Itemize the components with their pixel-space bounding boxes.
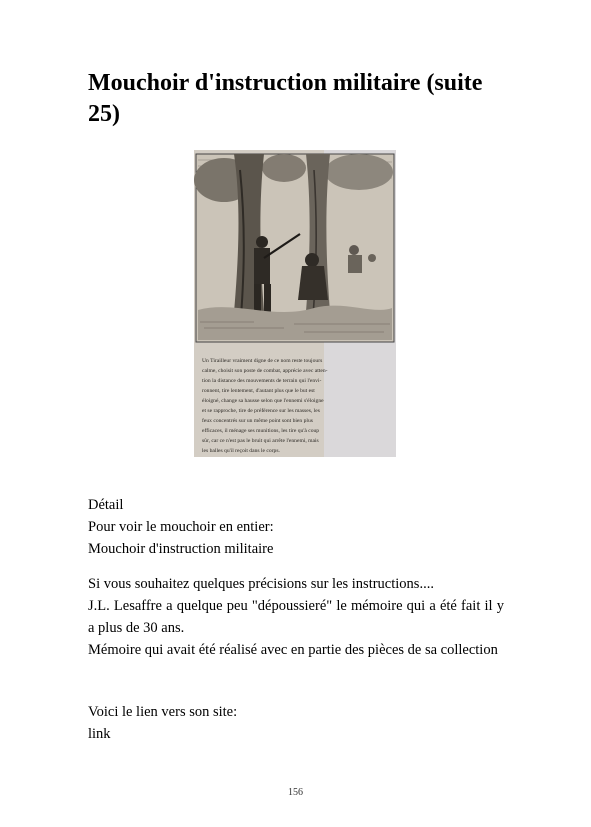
caption-line: et se rapproche, tire de préférence sur les masses, les	[202, 408, 320, 414]
caption-line: Un Tirailleur vraiment digne de ce nom reste toujours	[202, 358, 323, 364]
page-number: 156	[288, 787, 303, 798]
see-full-text: Pour voir le mouchoir en entier:	[88, 519, 274, 535]
detail-label: Détail	[88, 497, 124, 513]
site-link[interactable]: link	[88, 726, 111, 742]
caption-line: sûr, car ce n'est pas le bruit qui arrête l'ennemi, mais	[202, 438, 319, 444]
engraving-image	[194, 150, 396, 457]
engraving-illustration	[194, 150, 396, 457]
page-title: Mouchoir d'instruction militaire (suite 25)	[88, 70, 483, 127]
caption-line: les balles qu'il reçoit dans le corps.	[202, 448, 280, 454]
lesaffre-text: J.L. Lesaffre a quelque peu "dépoussieré" le mémoire qui a été fait il y a plus de 30 ans.	[88, 598, 504, 636]
caption-line: éloigné, change sa hausse selon que l'ennemi s'éloigne	[202, 398, 324, 404]
memoire-text: Mémoire qui avait été réalisé avec en partie des pièces de sa collection	[88, 642, 498, 658]
site-intro: Voici le lien vers son site:	[88, 704, 238, 720]
caption-line: ronnent, tire lentement, d'autant plus que le but est	[202, 388, 315, 394]
caption-line: efficaces, il ménage ses munitions, les tire qu'à coup	[202, 428, 320, 434]
caption-line: tion la distance des mouvements de terrain qui l'envi-	[202, 378, 322, 384]
detail-section	[88, 494, 504, 560]
instructions-intro: Si vous souhaitez quelques précisions sur les instructions....	[88, 576, 434, 592]
instructions-section	[88, 573, 504, 661]
caption-line: calme, choisit son poste de combat, apprécie avec atten-	[202, 368, 328, 374]
mouchoir-link[interactable]: Mouchoir d'instruction militaire	[88, 541, 274, 557]
caption-line: feux concentrés sur un même point sont bien plus	[202, 418, 313, 424]
site-section	[88, 701, 504, 745]
